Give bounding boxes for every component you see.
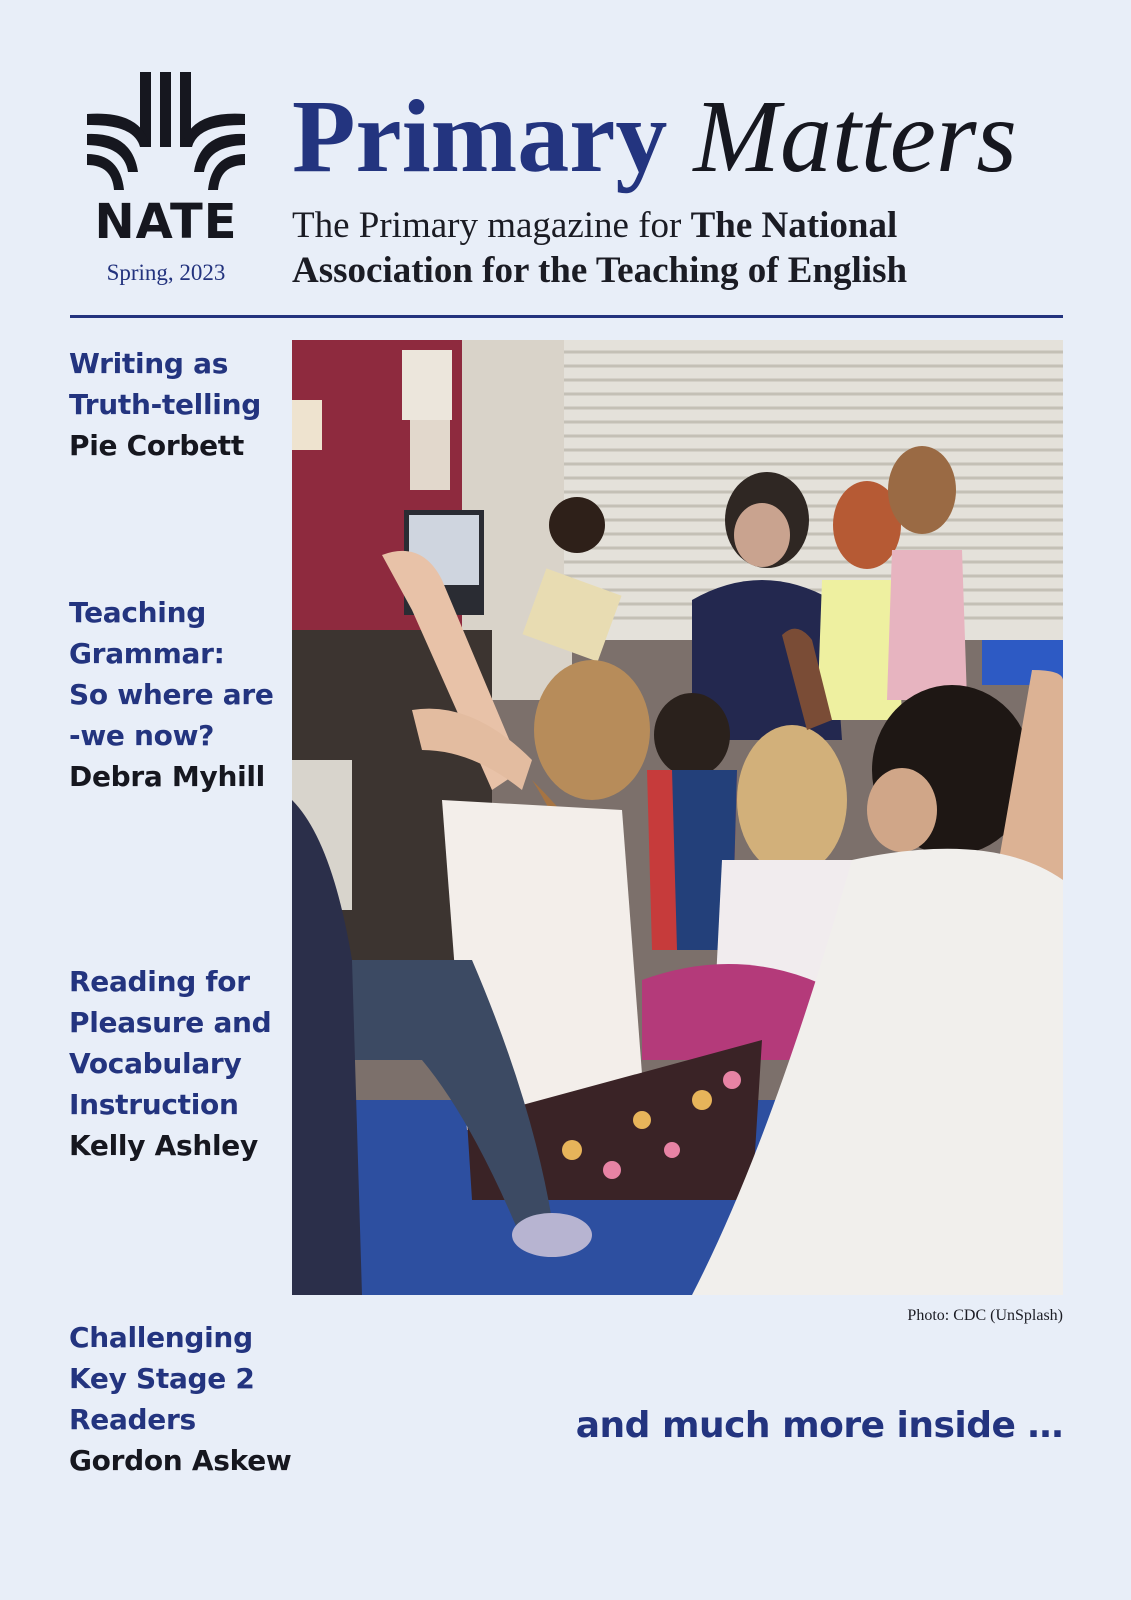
subtitle-bold-1: The National — [690, 205, 898, 246]
photo-credit: Photo: CDC (UnSplash) — [907, 1307, 1063, 1324]
story-title: Writing as Truth-telling — [69, 347, 261, 421]
story-author: Pie Corbett — [69, 429, 244, 462]
classroom-photo-illustration — [292, 340, 1063, 1295]
cover-story[interactable] — [69, 343, 299, 466]
story-author: Kelly Ashley — [69, 1129, 258, 1162]
cover-story[interactable] — [69, 961, 299, 1166]
cover-story[interactable] — [69, 1317, 299, 1481]
magazine-title — [292, 79, 1017, 194]
more-inside-tagline: and much more inside … — [575, 1405, 1063, 1446]
story-author: Gordon Askew — [69, 1444, 292, 1477]
cover-story[interactable] — [69, 592, 299, 797]
story-author: Debra Myhill — [69, 760, 265, 793]
story-title: Reading for Pleasure and Vocabulary Instruction — [69, 965, 272, 1121]
subtitle-bold-2: Association for the Teaching of English — [292, 250, 908, 292]
nate-emblem-icon — [82, 72, 250, 202]
issue-date: Spring, 2023 — [106, 260, 226, 285]
story-title: Challenging Key Stage 2 Readers — [69, 1321, 255, 1436]
title-matters: Matters — [693, 79, 1017, 194]
story-title: Teaching Grammar: So where are -we now? — [69, 596, 274, 752]
logo-wordmark: NATE — [94, 194, 238, 250]
header-divider — [70, 315, 1063, 318]
cover-photo — [292, 340, 1063, 1295]
nate-logo — [82, 72, 250, 292]
magazine-subtitle — [292, 203, 1052, 293]
subtitle-regular: The Primary magazine for — [292, 205, 691, 246]
title-primary: Primary — [292, 79, 668, 194]
